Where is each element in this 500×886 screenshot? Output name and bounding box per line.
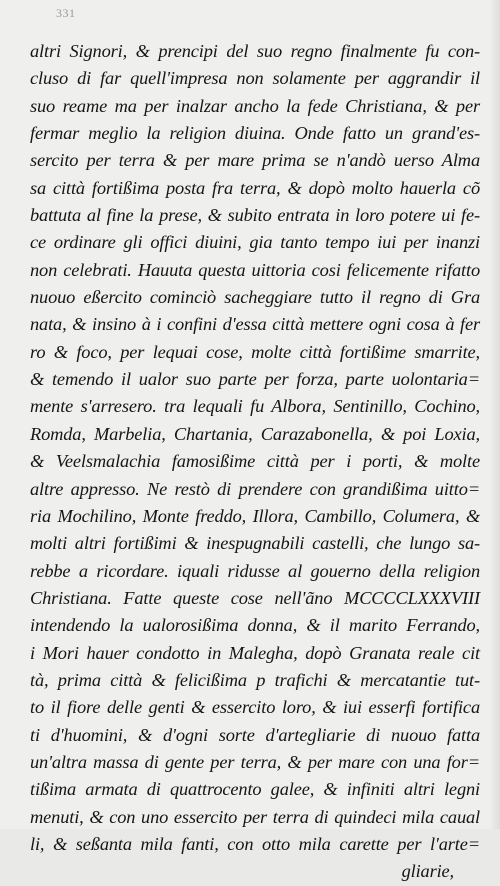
text-line: sa città fortißima posta fra terra, & dopò molto hauerla cõ xyxy=(30,177,480,198)
text-line: Romda, Marbelia, Chartania, Carazabonella, & poi Loxia, xyxy=(30,423,480,444)
text-line: i Mori hauer condotto in Malegha, dopò Granata reale cit xyxy=(30,642,480,663)
text-line: & temendo il ualor suo parte per forza, parte uolontaria= xyxy=(30,369,480,390)
text-line: Christiana. Fatte queste cose nell'ãno MCCCCLXXXVIII xyxy=(30,587,480,608)
text-line: battuta al fine la prese, & subito entrata in loro potere ui fe- xyxy=(30,205,480,226)
text-line: sercito per terra & per mare prima se n'andò uerso Alma xyxy=(30,150,480,171)
page-number: 331 xyxy=(56,6,76,20)
text-line: intendendo la ualorosißima donna, & il marito Ferrando, xyxy=(30,615,480,636)
text-line: molti altri fortißimi & inespugnabili castelli, che lungo sa- xyxy=(30,533,480,554)
text-line: suo reame ma per inalzar ancho la fede Christiana, & per xyxy=(30,95,480,116)
page-body-text xyxy=(30,38,480,886)
text-line: altre appresso. Ne restò di prendere con grandißima uitto= xyxy=(30,478,480,499)
text-line: nuouo eßercito cominciò sacheggiare tutto il regno di Gra xyxy=(30,287,480,308)
text-line: mente s'arresero. tra lequali fu Albora, Sentinillo, Cochino, xyxy=(30,396,480,417)
text-line: altri Signori, & prencipi del suo regno finalmente fu con- xyxy=(30,41,480,61)
text-line: rebbe a ricordare. iquali ridusse al gouerno della religion xyxy=(30,560,480,581)
text-line: fermar meglio la religion diuina. Onde fatto un grand'es- xyxy=(30,123,480,144)
text-line: non celebrati. Hauuta questa uittoria cosi felicemente rifatto xyxy=(30,259,480,280)
catchword-line: gliarie, xyxy=(401,861,454,882)
text-line: ce ordinare gli offici diuini, gia tanto tempo iui per inanzi xyxy=(30,232,480,253)
text-line: un'altra massa di gente per terra, & per mare con una for= xyxy=(30,751,480,772)
text-line: cluso di far quell'impresa non solamente per aggrandir il xyxy=(30,68,480,89)
text-line: tà, prima città & felicißima p trafichi & mercatantie tut- xyxy=(30,669,480,690)
text-line: to il fiore delle genti & essercito loro, & iui esserfi fortifica xyxy=(30,697,480,718)
text-line: & Veelsmalachia famosißime città per i porti, & molte xyxy=(30,451,480,472)
text-line: tißima armata di quattrocento galee, & infiniti altri legni xyxy=(30,779,480,800)
text-line: li, & seßanta mila fanti, con otto mila carette per l'arte= xyxy=(30,833,480,854)
text-line: nata, & insino à i confini d'essa città mettere ogni cosa à fer xyxy=(30,314,480,335)
text-line: ti d'huomini, & d'ogni sorte d'artegliarie di nuouo fatta xyxy=(30,724,480,745)
page-edge-shadow xyxy=(490,0,500,829)
text-line: menuti, & con uno essercito per terra di quindeci mila caual xyxy=(30,806,480,827)
text-line: ro & foco, per lequai cose, molte città fortißime smarrite, xyxy=(30,341,480,362)
text-line: ria Mochilino, Monte freddo, Illora, Cambillo, Columera, & xyxy=(30,505,480,526)
